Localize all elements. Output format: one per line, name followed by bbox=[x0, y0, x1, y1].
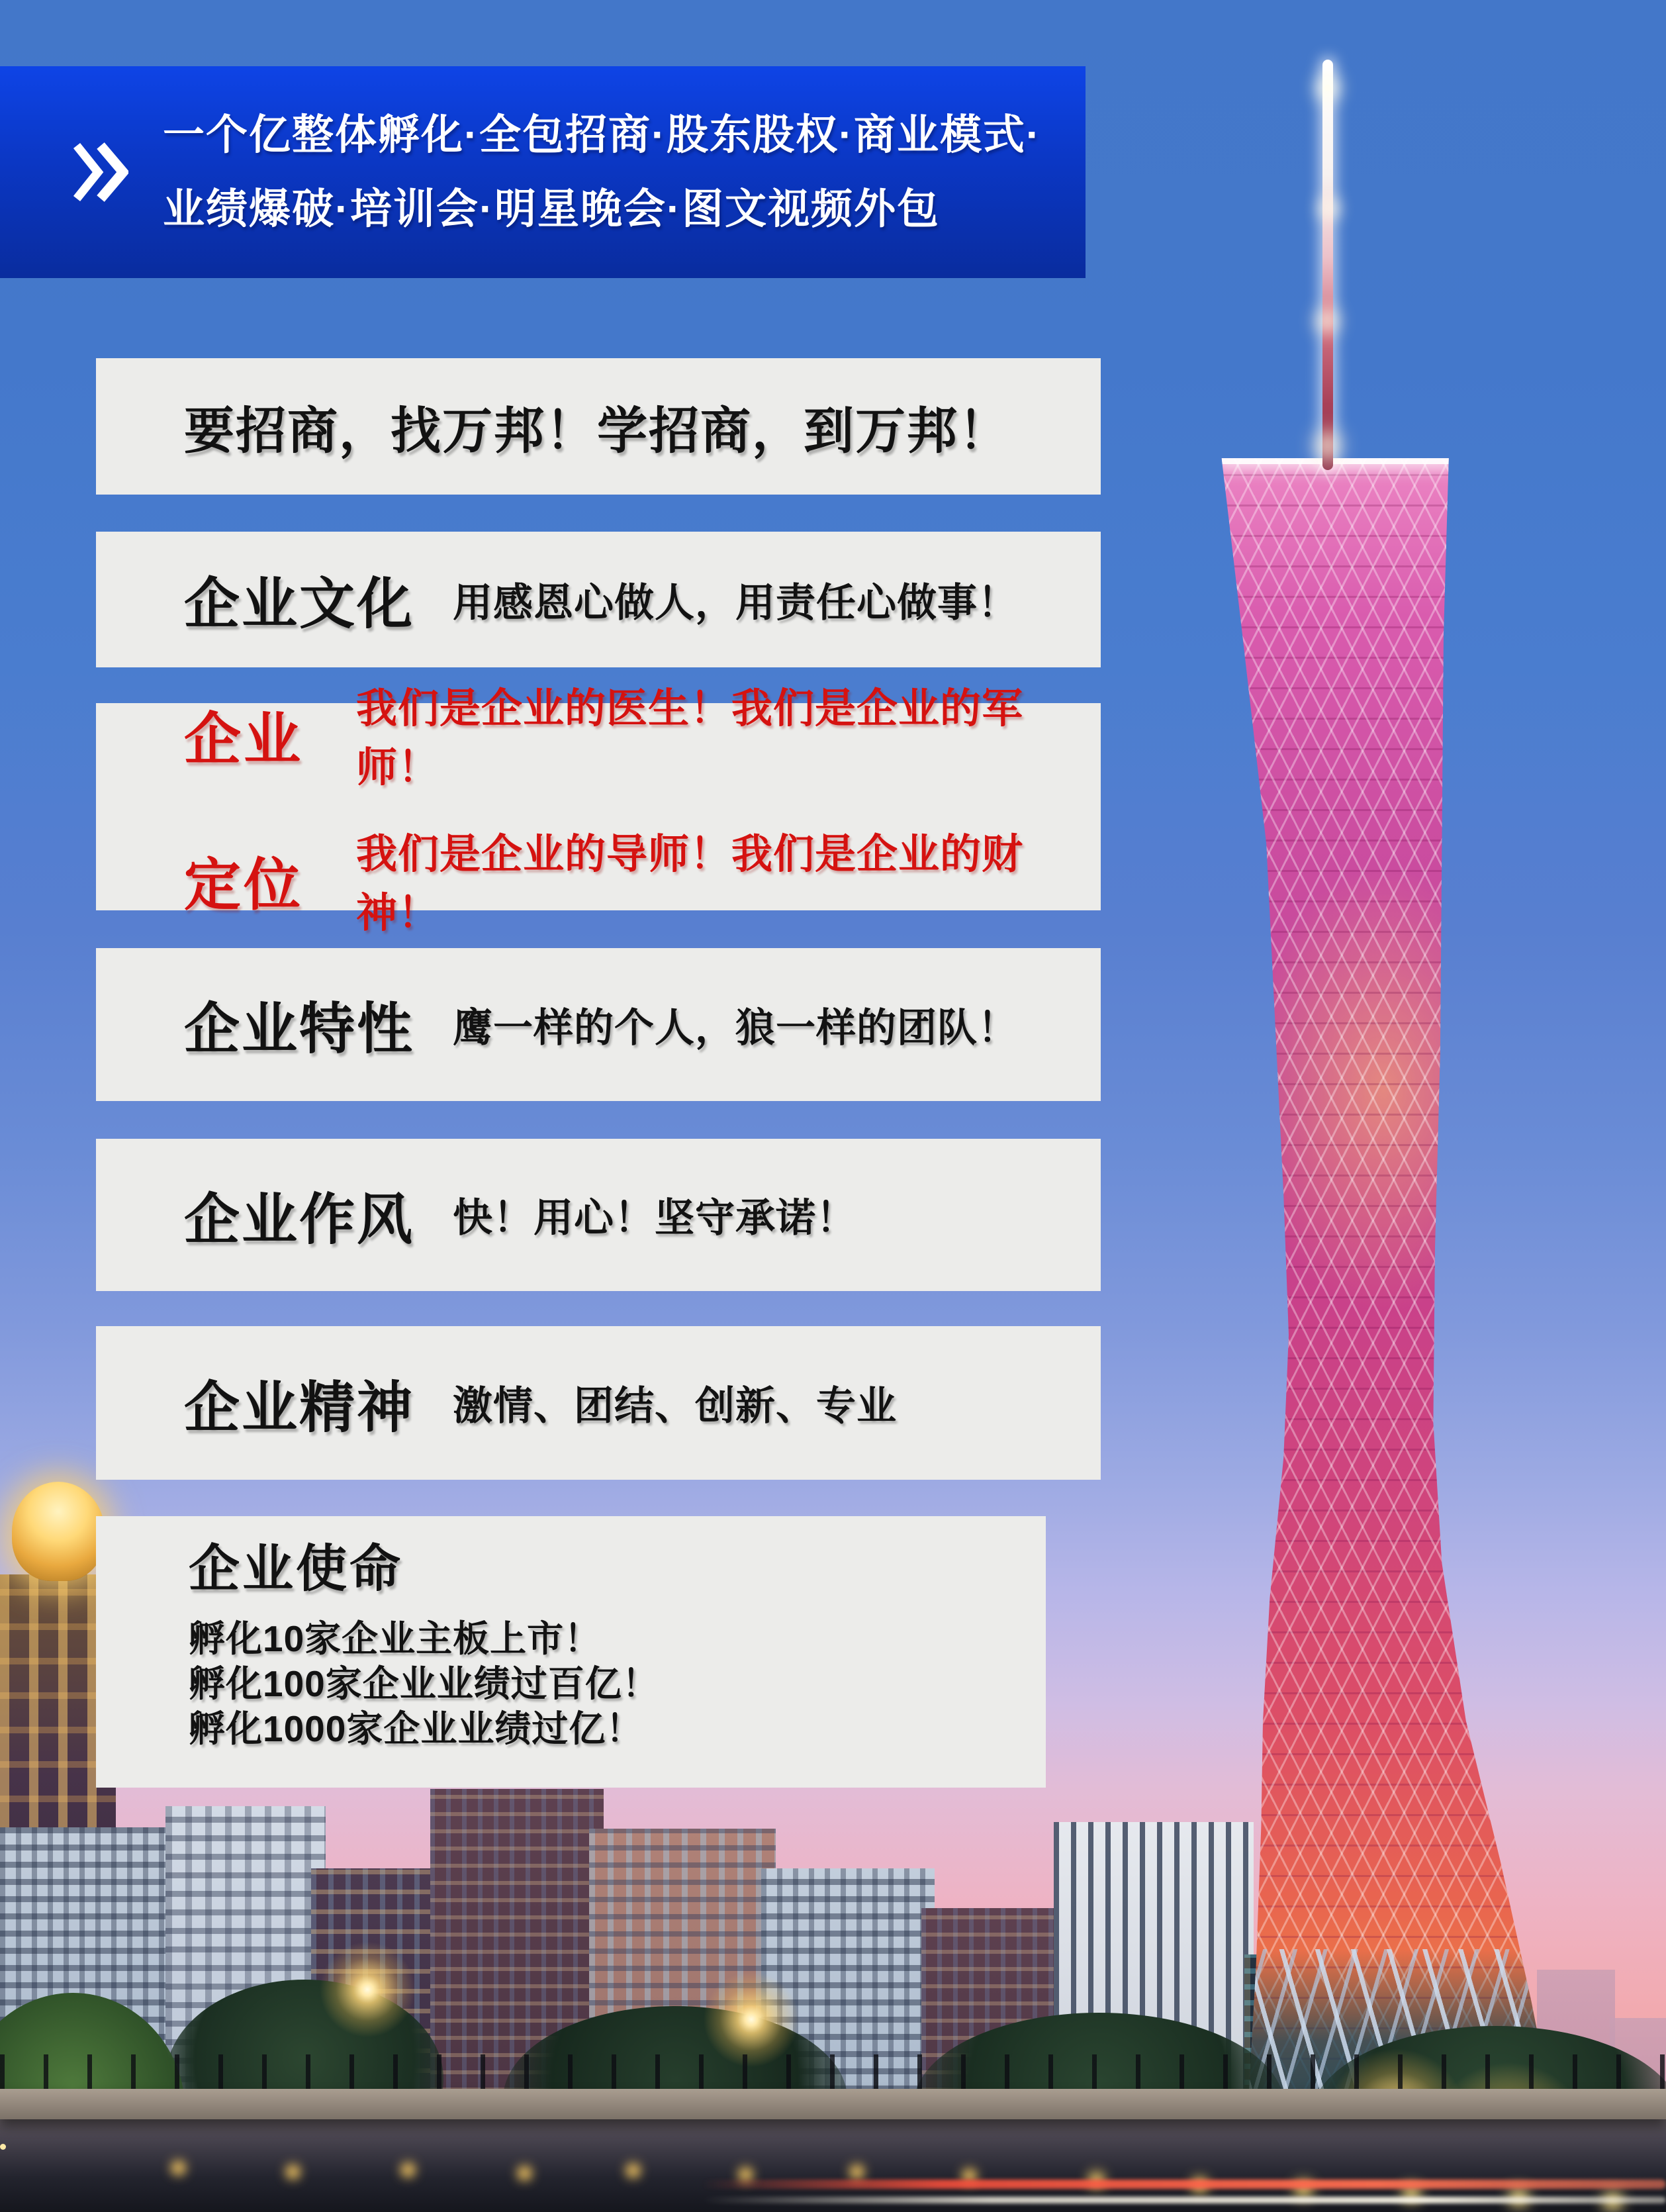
banner-line-1: 一个亿整体孵化·全包招商·股东股权·商业模式· bbox=[163, 112, 1041, 158]
golden-dome-cap bbox=[12, 1482, 105, 1581]
traffic-light-trails bbox=[702, 2180, 1666, 2189]
mission-line: 孵化10家企业主板上市！ bbox=[189, 1617, 602, 1659]
banner-line-2: 业绩爆破·培训会·明星晚会·图文视频外包 bbox=[163, 186, 940, 232]
road-fence bbox=[0, 2054, 1666, 2089]
spirit-box bbox=[96, 1326, 1101, 1480]
mission-lines bbox=[189, 1616, 659, 1751]
antenna-beacon-lights bbox=[1324, 85, 1331, 91]
positioning-label-line-1: 企业 bbox=[184, 707, 303, 771]
culture-label: 企业文化 bbox=[184, 573, 415, 635]
positioning-content-line-2: 我们是企业的导师！我们是企业的财神！ bbox=[356, 831, 1024, 936]
positioning-row-2 bbox=[184, 821, 1101, 939]
culture-box bbox=[96, 532, 1101, 667]
mission-line: 孵化100家企业业绩过百亿！ bbox=[189, 1662, 659, 1704]
traits-content: 鹰一样的个人，狼一样的团队！ bbox=[453, 1005, 1019, 1050]
positioning-content-line-1: 我们是企业的医生！我们是企业的军师！ bbox=[356, 685, 1024, 791]
spirit-label: 企业精神 bbox=[184, 1376, 415, 1439]
workstyle-label: 企业作风 bbox=[184, 1188, 415, 1251]
traffic-light-trails bbox=[702, 2197, 1666, 2203]
workstyle-box bbox=[96, 1139, 1101, 1291]
traits-label: 企业特性 bbox=[184, 998, 415, 1060]
road-lamp-lights bbox=[0, 2144, 6, 2150]
mission-line: 孵化1000家企业业绩过亿！ bbox=[189, 1707, 643, 1749]
streetlight-glow bbox=[318, 1940, 417, 2039]
slogan-box bbox=[96, 358, 1101, 495]
tower-rim-lights bbox=[1222, 458, 1449, 464]
tower-antenna-icon bbox=[1322, 60, 1333, 470]
traits-box bbox=[96, 948, 1101, 1101]
workstyle-content: 快！用心！坚守承诺！ bbox=[453, 1196, 857, 1240]
mission-title: 企业使命 bbox=[189, 1541, 403, 1598]
positioning-label-line-2: 定位 bbox=[184, 853, 303, 917]
culture-content: 用感恩心做人，用责任心做事！ bbox=[453, 580, 1019, 625]
positioning-box bbox=[96, 685, 1101, 936]
banner-text bbox=[163, 98, 1041, 246]
positioning-row-1 bbox=[184, 675, 1101, 793]
road-parapet bbox=[0, 2089, 1666, 2119]
header-banner bbox=[0, 66, 1086, 278]
double-chevron-icon bbox=[71, 142, 128, 203]
spirit-content: 激情、团结、创新、专业 bbox=[453, 1384, 898, 1428]
slogan-text: 要招商，找万邦！学招商，到万邦！ bbox=[184, 403, 1010, 459]
mission-box bbox=[96, 1516, 1046, 1788]
